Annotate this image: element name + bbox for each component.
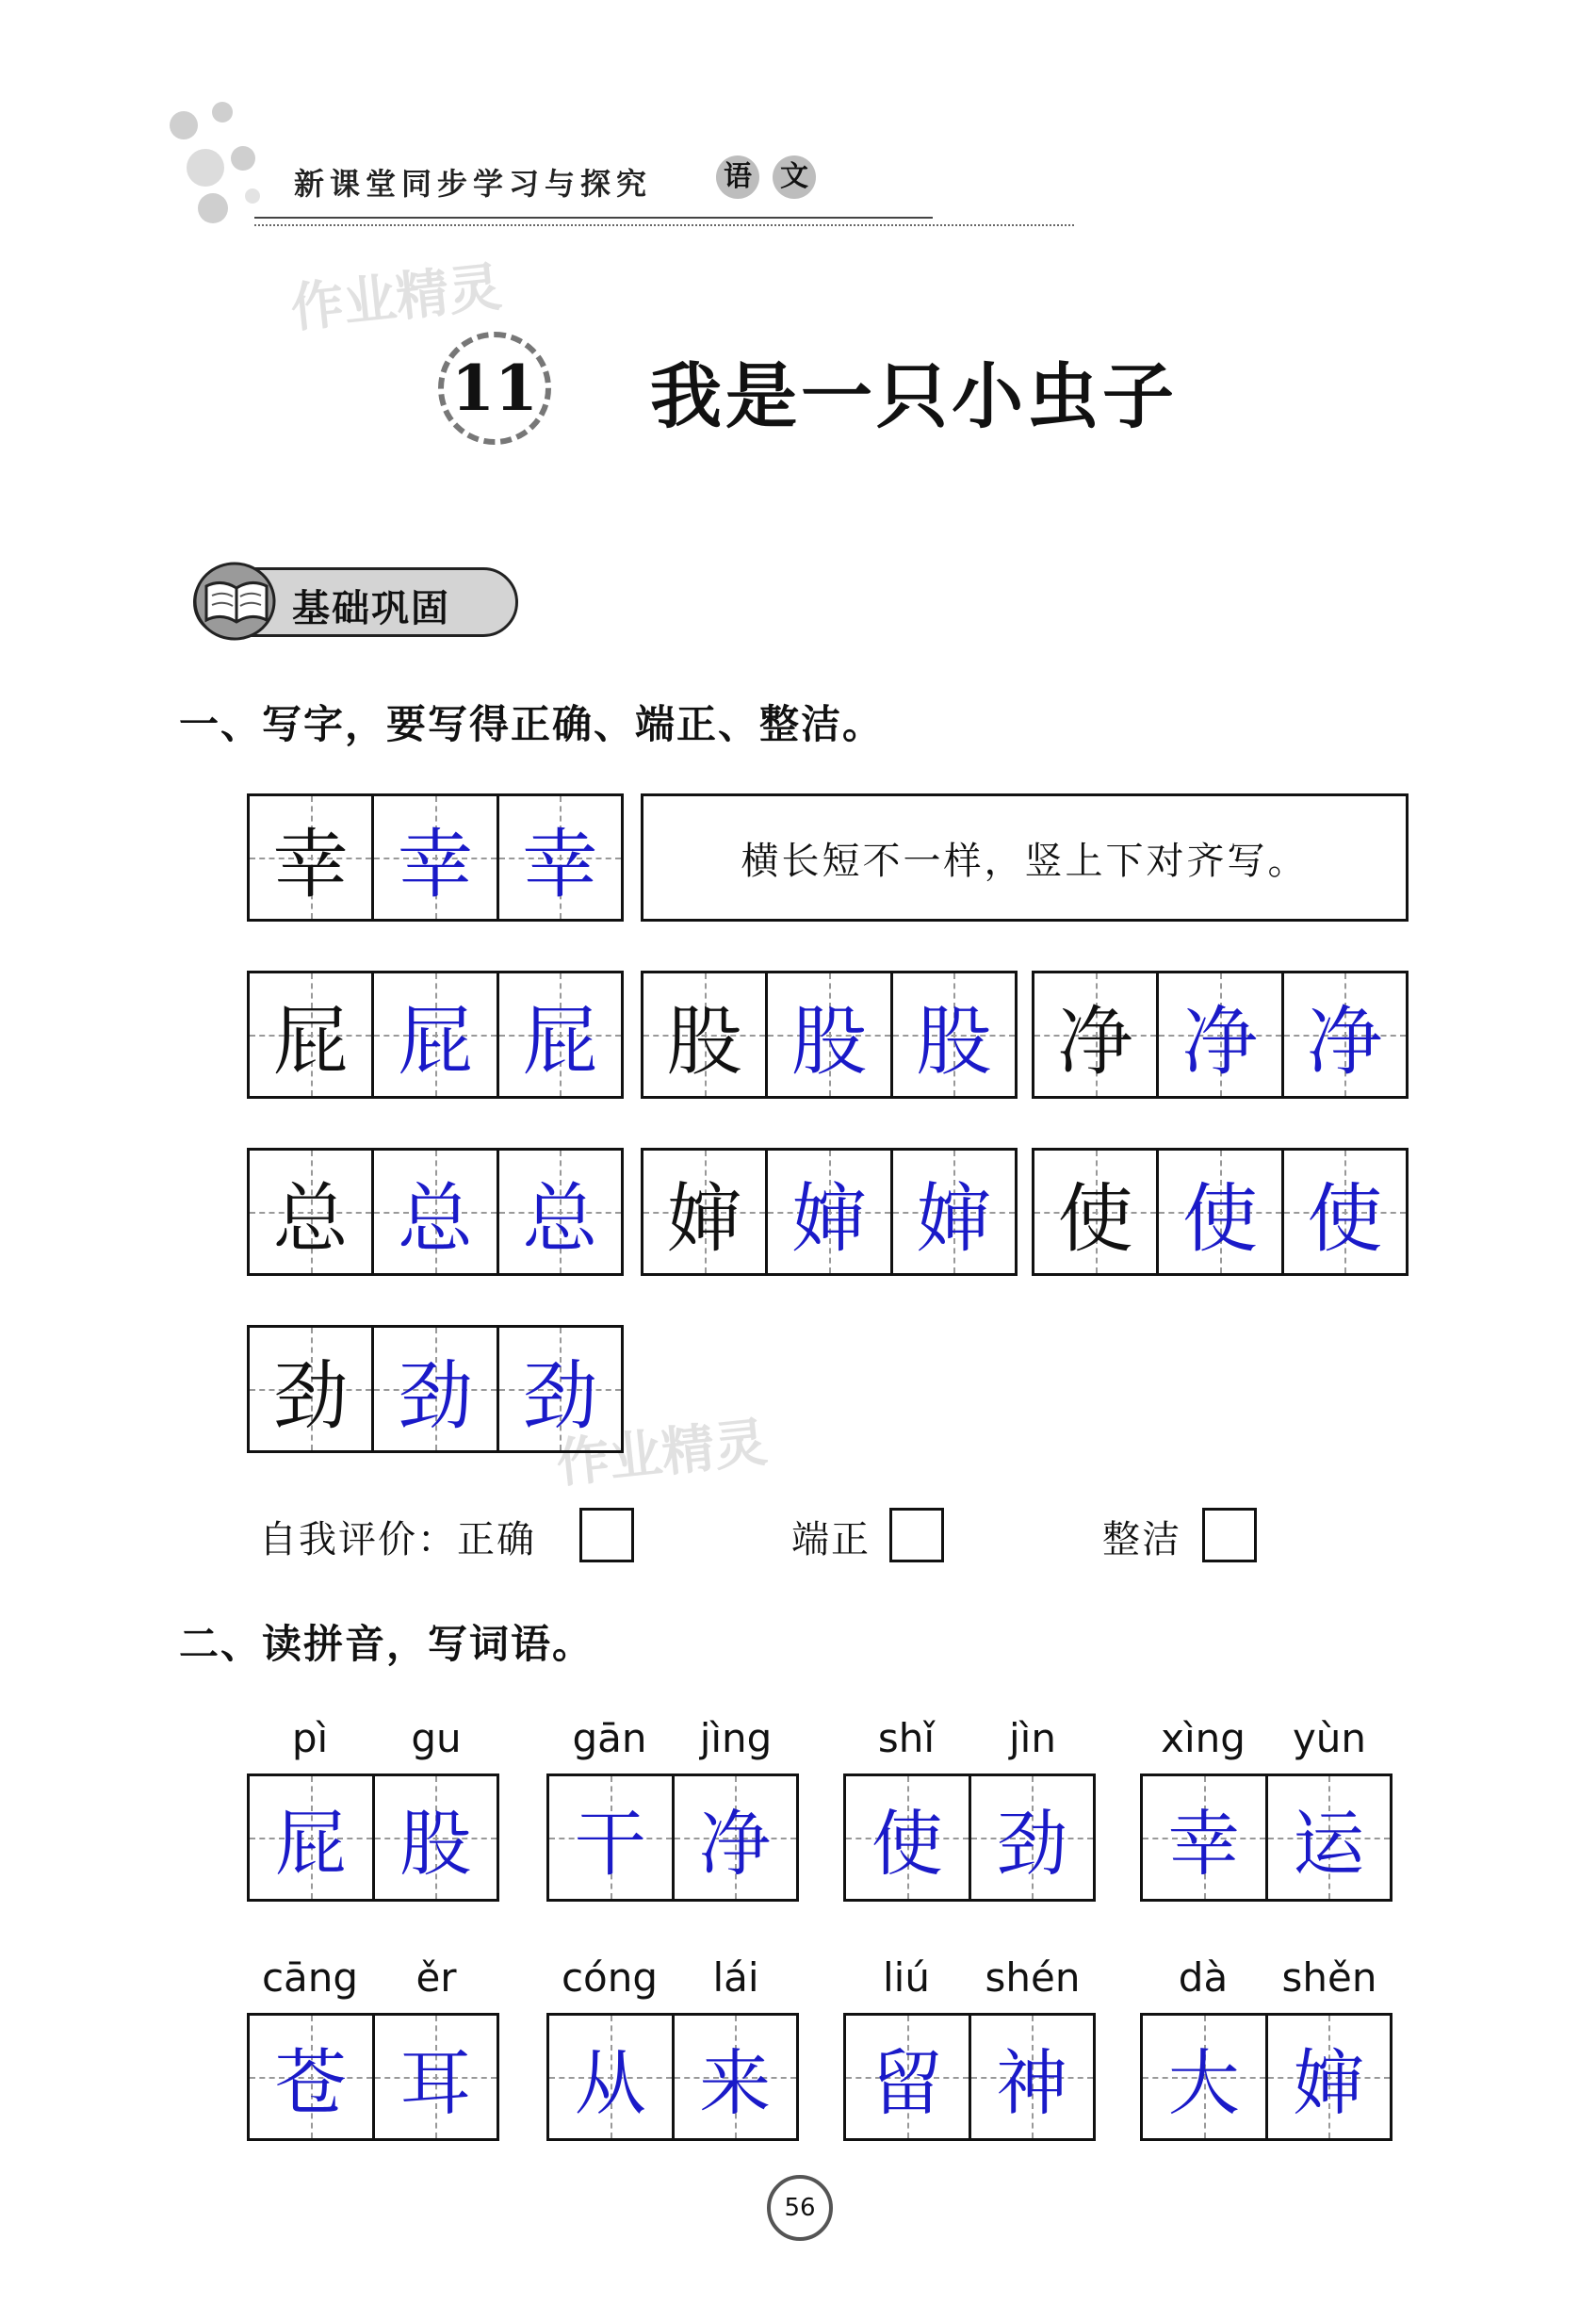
section-label: 基础巩固	[292, 587, 450, 630]
pinyin-syllable: shén	[985, 1954, 1081, 2001]
pinyin-syllable: jìn	[1009, 1715, 1056, 1761]
subject-badge-1: 语	[716, 155, 759, 199]
word-answer-grid	[1140, 2013, 1392, 2141]
tian-cell: 总	[374, 1151, 498, 1273]
pinyin-syllable: shěn	[1281, 1954, 1377, 2001]
tian-cell: 婶	[643, 1151, 768, 1273]
eval-checkbox-clean[interactable]	[1202, 1508, 1257, 1562]
eval-checkbox-upright[interactable]	[889, 1508, 944, 1562]
writing-grid-shi	[1032, 1148, 1409, 1276]
writing-grid-shen	[641, 1148, 1018, 1276]
tian-cell: 股	[768, 973, 892, 1096]
open-book-icon	[193, 558, 283, 643]
writing-grid-pi	[247, 971, 624, 1099]
tian-cell: 劲	[374, 1328, 498, 1450]
lesson-title: 我是一只小虫子	[650, 354, 1178, 438]
tian-cell: 婶	[1268, 2016, 1391, 2138]
question-1-title: 一、写字，要写得正确、端正、整洁。	[179, 701, 885, 747]
tian-cell: 屁	[374, 973, 498, 1096]
tian-cell: 幸	[250, 796, 374, 919]
self-eval-label: 自我评价：正确	[259, 1518, 536, 1561]
tian-cell: 从	[549, 2016, 675, 2138]
tian-cell: 劲	[499, 1328, 621, 1450]
word-answer-grid	[843, 1773, 1096, 1902]
tian-cell: 使	[1034, 1151, 1159, 1273]
tian-cell: 劲	[971, 1776, 1094, 1899]
pinyin-syllable: pì	[291, 1715, 329, 1761]
tian-cell: 幸	[499, 796, 621, 919]
writing-grid-jing	[1032, 971, 1409, 1099]
pinyin-syllable: dà	[1178, 1954, 1229, 2001]
book-title: 新课堂同步学习与探究	[294, 166, 653, 202]
pinyin-syllable: jìng	[699, 1715, 773, 1761]
pinyin-syllable: gu	[411, 1715, 462, 1761]
subject-badge-2: 文	[773, 155, 816, 199]
tian-cell: 屁	[250, 973, 374, 1096]
word-answer-grid	[843, 2013, 1096, 2141]
pinyin-syllable: ěr	[415, 1954, 457, 2001]
pinyin-syllable: lái	[712, 1954, 759, 2001]
tian-cell: 净	[675, 1776, 797, 1899]
page-number: 56	[767, 2175, 833, 2241]
tian-cell: 股	[893, 973, 1015, 1096]
header-rule	[254, 217, 933, 219]
tian-cell: 净	[1159, 973, 1283, 1096]
writing-hint: 横长短不一样，竖上下对齐写。	[641, 793, 1409, 922]
pinyin-syllable: xìng	[1161, 1715, 1246, 1761]
tian-cell: 总	[499, 1151, 621, 1273]
tian-cell: 大	[1143, 2016, 1268, 2138]
pinyin-syllable: cāng	[261, 1954, 359, 2001]
tian-cell: 股	[643, 973, 768, 1096]
tian-cell: 使	[846, 1776, 971, 1899]
writing-grid-gu	[641, 971, 1018, 1099]
tian-cell: 来	[675, 2016, 797, 2138]
tian-cell: 运	[1268, 1776, 1391, 1899]
writing-grid-xing	[247, 793, 624, 922]
tian-cell: 股	[375, 1776, 497, 1899]
tian-cell: 干	[549, 1776, 675, 1899]
tian-cell: 苍	[250, 2016, 375, 2138]
writing-grid-zong	[247, 1148, 624, 1276]
tian-cell: 总	[250, 1151, 374, 1273]
tian-cell: 屁	[499, 973, 621, 1096]
self-eval-clean-label: 整洁	[1102, 1518, 1181, 1561]
word-answer-grid	[247, 1773, 499, 1902]
pinyin-syllable: liú	[883, 1954, 930, 2001]
watermark-top: 作业精灵	[287, 256, 505, 340]
tian-cell: 劲	[250, 1328, 374, 1450]
writing-grid-jin	[247, 1325, 624, 1453]
question-2-title: 二、读拼音，写词语。	[179, 1621, 594, 1667]
pinyin-syllable: shǐ	[877, 1715, 936, 1761]
tian-cell: 耳	[375, 2016, 497, 2138]
word-answer-grid	[546, 1773, 799, 1902]
watermark-middle: 作业精灵	[553, 1412, 771, 1496]
tian-cell: 幸	[374, 796, 498, 919]
pinyin-syllable: cóng	[561, 1954, 659, 2001]
tian-cell: 屁	[250, 1776, 375, 1899]
word-answer-grid	[1140, 1773, 1392, 1902]
tian-cell: 净	[1284, 973, 1406, 1096]
eval-checkbox-correct[interactable]	[579, 1508, 634, 1562]
pinyin-syllable: yùn	[1292, 1715, 1367, 1761]
pinyin-syllable: gān	[572, 1715, 647, 1761]
tian-cell: 留	[846, 2016, 971, 2138]
tian-cell: 使	[1159, 1151, 1283, 1273]
lesson-number: 11	[438, 332, 551, 445]
tian-cell: 婶	[768, 1151, 892, 1273]
header-dotted-rule	[254, 224, 1074, 226]
tian-cell: 使	[1284, 1151, 1406, 1273]
self-eval-neat-label: 端正	[791, 1518, 871, 1561]
tian-cell: 净	[1034, 973, 1159, 1096]
word-answer-grid	[546, 2013, 799, 2141]
word-answer-grid	[247, 2013, 499, 2141]
tian-cell: 神	[971, 2016, 1094, 2138]
tian-cell: 幸	[1143, 1776, 1268, 1899]
tian-cell: 婶	[893, 1151, 1015, 1273]
